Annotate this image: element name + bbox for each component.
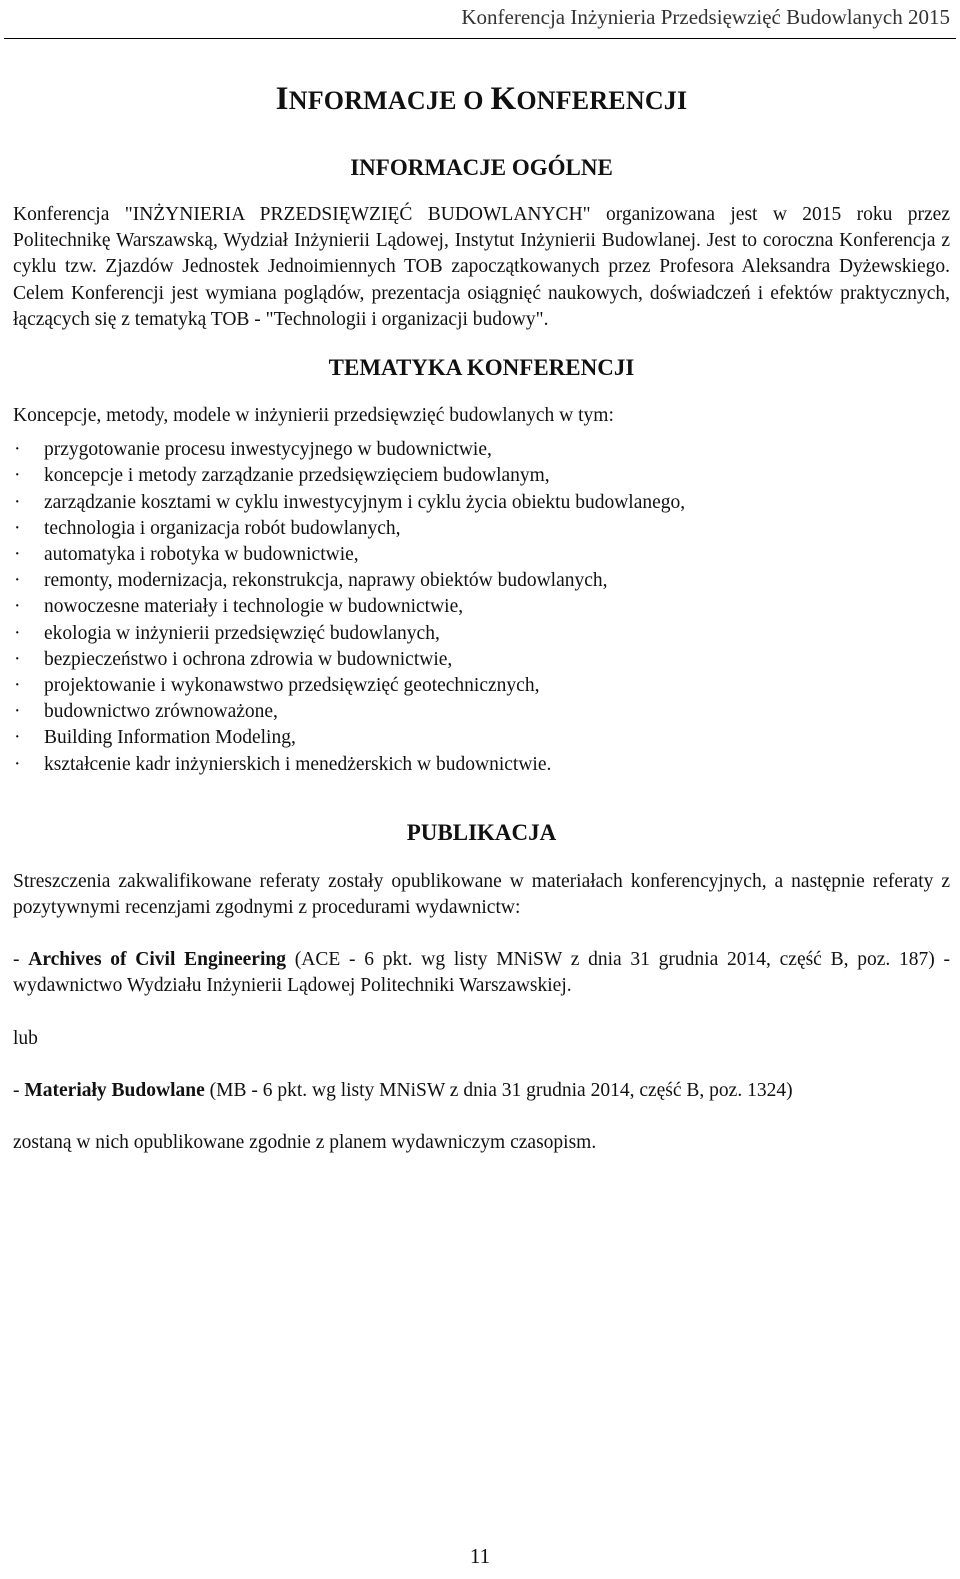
bullet-glyph: · — [14, 465, 21, 487]
publication-item-mb — [13, 1078, 950, 1104]
title-rest-2: ONFERENCJI — [516, 86, 688, 115]
publication-text: Streszczenia zakwalifikowane referaty zostały opublikowane w materiałach konferencyjnych, a następnie referaty z pozytywnymi recenzjami zgodnymi z procedurami wydawnictw: — [13, 870, 950, 919]
bullet-glyph: · — [14, 701, 21, 723]
title-rest-1: NFORMACJE O — [288, 86, 491, 115]
bullet-glyph: · — [14, 439, 21, 461]
journal-name: Archives of Civil Engineering — [28, 949, 286, 971]
general-info-text: Konferencja "INŻYNIERIA PRZEDSIĘWZIĘĆ BUDOWLANYCH" organizowana jest w 2015 roku przez Politechnikę Warszawską, Wydział Inżynierii Lądowej, Instytut Inżynierii Budowlanej. Jest to coroczna Konferencja z cyklu tzw. Zjazdów Jednostek Jednoimiennych TOB zapoczątkowanych przez Profesora Aleksandra Dyżewskiego. Celem Konferencji jest wymiana poglądów, prezentacja osiągnięć naukowych, doświadczeń i efektów praktycznych, łączących się z tematyką TOB - "Technologii i organizacji budowy". — [13, 204, 950, 330]
list-item-text: zarządzanie kosztami w cyklu inwestycyjnym i cyklu życia obiektu budowlanego, — [44, 491, 686, 513]
page-number: 11 — [469, 1544, 491, 1568]
header-rule — [4, 38, 956, 39]
bullet-glyph: · — [14, 544, 21, 566]
publication-or: lub — [13, 1027, 38, 1049]
list-item-text: automatyka i robotyka w budownictwie, — [44, 544, 359, 566]
list-item — [13, 516, 950, 542]
list-item — [13, 490, 950, 516]
publication-heading: PUBLIKACJA — [406, 819, 557, 845]
bullet-glyph: · — [14, 648, 21, 670]
bullet-glyph: · — [14, 753, 21, 775]
publication-item-ace — [13, 947, 950, 999]
journal-details: (ACE - 6 pkt. wg listy MNiSW z dnia 31 grudnia 2014, część B, poz. 187) - wydawnictwo Wydziału Inżynierii Lądowej Politechniki Warszawskiej. — [13, 949, 951, 997]
bullet-glyph: · — [14, 727, 21, 749]
item-dash: - — [13, 1079, 25, 1101]
page-title — [13, 79, 950, 121]
bullet-glyph: · — [14, 675, 21, 697]
bullet-glyph: · — [14, 622, 21, 644]
list-item — [13, 647, 950, 673]
bullet-glyph: · — [14, 596, 21, 618]
list-item-text: koncepcje i metody zarządzanie przedsięwzięciem budowlanym, — [44, 465, 550, 487]
list-item-text: kształcenie kadr inżynierskich i menedżerskich w budownictwie. — [44, 753, 552, 775]
list-item — [13, 542, 950, 568]
bullet-glyph: · — [14, 517, 21, 539]
topics-intro: Koncepcje, metody, modele w inżynierii przedsięwzięć budowlanych w tym: — [13, 405, 614, 427]
list-item-text: przygotowanie procesu inwestycyjnego w budownictwie, — [44, 439, 492, 461]
list-item — [13, 699, 950, 725]
list-item-text: ekologia w inżynierii przedsięwzięć budowlanych, — [44, 622, 440, 644]
journal-details: (MB - 6 pkt. wg listy MNiSW z dnia 31 grudnia 2014, część B, poz. 1324) — [204, 1079, 793, 1101]
title-initial-2: K — [490, 81, 517, 117]
list-item — [13, 621, 950, 647]
running-header: Konferencja Inżynieria Przedsięwzięć Budowlanych 2015 — [461, 5, 950, 29]
item-dash: - — [13, 949, 29, 971]
bullet-glyph: · — [14, 570, 21, 592]
list-item-text: bezpieczeństwo i ochrona zdrowia w budownictwie, — [44, 648, 453, 670]
topics-list — [13, 437, 950, 778]
bullet-glyph: · — [14, 491, 21, 513]
list-item — [13, 463, 950, 489]
list-item — [13, 594, 950, 620]
list-item — [13, 673, 950, 699]
list-item-text: projektowanie i wykonawstwo przedsięwzięć geotechnicznych, — [44, 675, 540, 697]
list-item-text: technologia i organizacja robót budowlanych, — [44, 517, 401, 539]
topics-heading: TEMATYKA KONFERENCJI — [328, 355, 635, 381]
list-item — [13, 568, 950, 594]
publication-closing: zostaną w nich opublikowane zgodnie z planem wydawniczym czasopism. — [13, 1132, 597, 1154]
list-item — [13, 752, 950, 778]
list-item — [13, 725, 950, 751]
list-item-text: budownictwo zrównoważone, — [44, 701, 278, 723]
journal-name: Materiały Budowlane — [24, 1079, 205, 1101]
list-item-text: Building Information Modeling, — [44, 727, 296, 749]
list-item-text: remonty, modernizacja, rekonstrukcja, naprawy obiektów budowlanych, — [44, 570, 608, 592]
general-info-heading: INFORMACJE OGÓLNE — [350, 155, 613, 180]
title-initial-1: I — [275, 81, 289, 117]
list-item-text: nowoczesne materiały i technologie w budownictwie, — [44, 596, 464, 618]
list-item — [13, 437, 950, 463]
